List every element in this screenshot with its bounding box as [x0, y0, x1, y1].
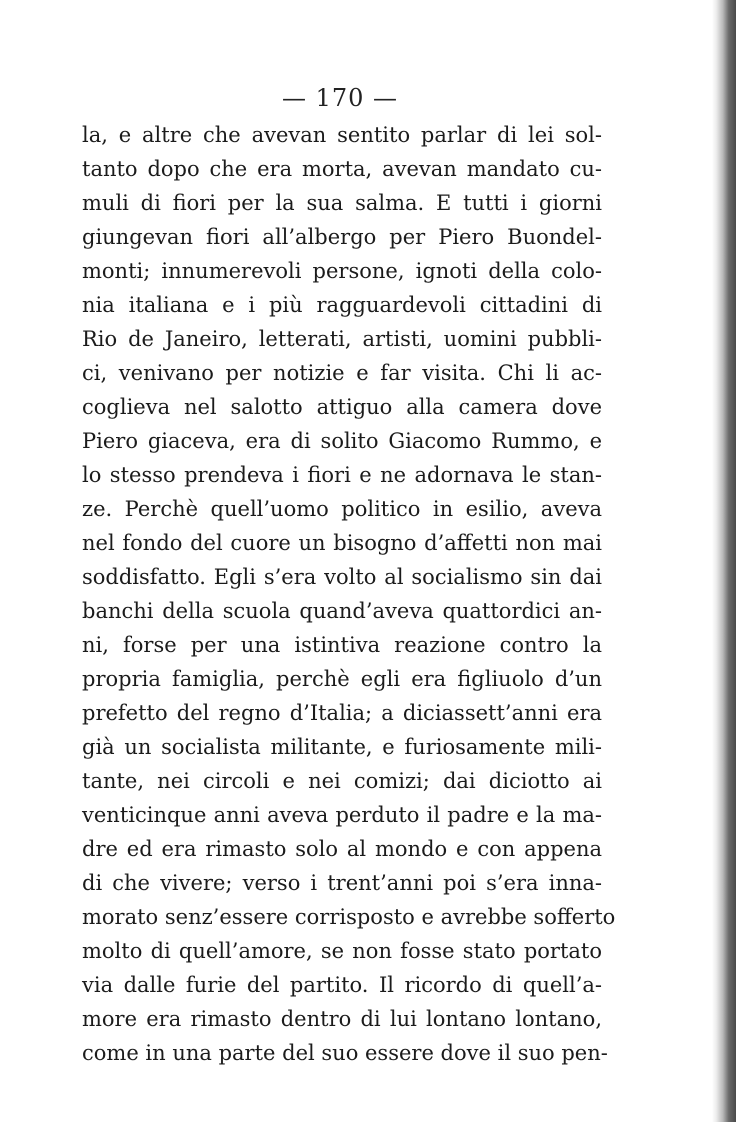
text-line: tanto dopo che era morta, avevan mandato cu- [82, 157, 602, 181]
text-line: soddisfatto. Egli s’era volto al socialismo sin dai [82, 565, 602, 589]
text-line: nia italiana e i più ragguardevoli cittadini di [82, 293, 602, 317]
text-line: la, e altre che avevan sentito parlar di lei sol- [82, 123, 602, 147]
body-text [82, 118, 616, 1070]
text-line: già un socialista militante, e furiosamente mili- [82, 735, 602, 759]
text-line: banchi della scuola quand’aveva quattordici an- [82, 599, 602, 623]
text-line: lo stesso prendeva i fiori e ne adornava le stan- [82, 463, 602, 487]
text-line: ze. Perchè quell’uomo politico in esilio, aveva [82, 497, 602, 521]
text-line: tante, nei circoli e nei comizi; dai diciotto ai [82, 769, 602, 793]
text-line: morato senz’essere corrisposto e avrebbe sofferto [82, 905, 616, 929]
text-line: ci, venivano per notizie e far visita. Chi li ac- [82, 361, 602, 385]
text-line: Piero giaceva, era di solito Giacomo Rummo, e [82, 429, 602, 453]
text-line: more era rimasto dentro di lui lontano lontano, [82, 1007, 602, 1031]
text-line: prefetto del regno d’Italia; a diciassett’anni era [82, 701, 602, 725]
text-line: giungevan fiori all’albergo per Piero Buondel- [82, 225, 602, 249]
text-line: propria famiglia, perchè egli era figliuolo d’un [82, 667, 602, 691]
text-line: monti; innumerevoli persone, ignoti della colo- [82, 259, 602, 283]
text-line: dre ed era rimasto solo al mondo e con appena [82, 837, 602, 861]
scan-edge-shadow [712, 0, 736, 1122]
text-line: venticinque anni aveva perduto il padre e la ma- [82, 803, 602, 827]
page-number: — 170 — [281, 84, 399, 112]
text-line: ni, forse per una istintiva reazione contro la [82, 633, 602, 657]
text-line: nel fondo del cuore un bisogno d’affetti non mai [82, 531, 602, 555]
text-line: di che vivere; verso i trent’anni poi s’era inna- [82, 871, 602, 895]
text-line: muli di fiori per la sua salma. E tutti i giorni [82, 191, 602, 215]
text-line: Rio de Janeiro, letterati, artisti, uomini pubbli- [82, 327, 602, 351]
text-line: molto di quell’amore, se non fosse stato portato [82, 939, 602, 963]
text-line: come in una parte del suo essere dove il suo pen- [82, 1041, 608, 1065]
text-line: via dalle furie del partito. Il ricordo di quell’a- [82, 973, 602, 997]
text-line: coglieva nel salotto attiguo alla camera dove [82, 395, 602, 419]
